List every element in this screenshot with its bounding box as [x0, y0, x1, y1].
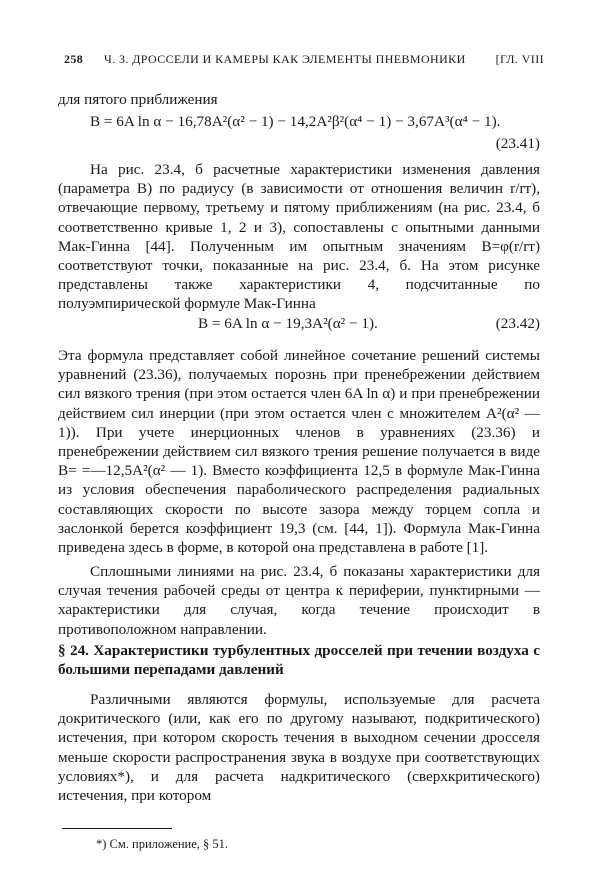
paragraph-1: На рис. 23.4, б расчетные характеристики изменения давления (параметра B) по радиусу (в зависимости от отношения величин r/rт), отвечающие первому, третьему и пятому приближениям (на рис. 23.4, б соответственно кривые 1, 2 и 3), сопоставлены с опытными данными Мак-Гинна [44]. Полученным им опытным значениям B=φ(r/rт) соответствуют точки, показанные на рис. 23.4, б. На этом рисунке представлены также характеристики 4, подсчитанные по полуэмпирической формуле Мак-Гинна: [58, 161, 540, 313]
paragraph-2: Эта формула представляет собой линейное сочетание решений системы уравнений (23.36), получаемых порознь при пренебрежении действием сил вязкого трения (при этом остается член 6A ln α) и при пренебрежении действием сил инерции (при этом остается член с множителем A²(α² — 1)). При учете инерционных членов в уравнениях (23.36) и пренебрежении действием сил вязкого трения решение получается в виде B= =—12,5A²(α² — 1). Вместо коэффициента 12,5 в формуле Мак-Гинна из условия обеспечения параболического распределения радиальных составляющих скорости по высоте зазора между торцем сопла и заслонкой берется коэффициент 19,3 (см. [44, 1]). Формула Мак-Гинна приведена здесь в форме, в которой она представлена в работе [1].: [58, 347, 540, 557]
equation-number-23-41: (23.41): [495, 135, 540, 152]
chapter-reference: [ГЛ. VIII: [495, 52, 544, 66]
page-number: 258: [64, 52, 84, 66]
footnote-divider: [62, 828, 172, 829]
equation-23-41: B = 6A ln α − 16,78A²(α² − 1) − 14,2A²β²(α⁴ − 1) − 3,67A³(α⁴ − 1).: [90, 113, 501, 130]
paragraph-4: Различными являются формулы, используемые для расчета докритического (или, как его по другому называют, подкритического) истечения, при котором скорость течения в выходном сечении дросселя меньше скорости распространения звука в воздухе при соответствующих условиях*), и для расчета надкритического (сверхкритического) истечения, при котором: [58, 691, 540, 805]
section-heading: § 24. Характеристики турбулентных дросселей при течении воздуха с большими перепадами давлений: [58, 642, 540, 679]
equation-number-row: [58, 134, 540, 154]
running-header: [64, 52, 544, 70]
footnote: *) См. приложение, § 51.: [96, 837, 229, 851]
equation-number-23-42: (23.42): [495, 315, 540, 332]
paragraph-3: Сплошными линиями на рис. 23.4, б показаны характеристики для случая течения рабочей среды от центра к периферии, пунктирными — характеристики для случая, когда течение происходит в противоположном направлении.: [58, 563, 540, 638]
equation-row-23-42: [58, 314, 540, 334]
equation-23-42: B = 6A ln α − 19,3A²(α² − 1).: [198, 315, 378, 332]
chapter-title: Ч. 3. ДРОССЕЛИ И КАМЕРЫ КАК ЭЛЕМЕНТЫ ПНЕВМОНИКИ: [104, 52, 466, 66]
intro-line: для пятого приближения: [58, 91, 218, 108]
